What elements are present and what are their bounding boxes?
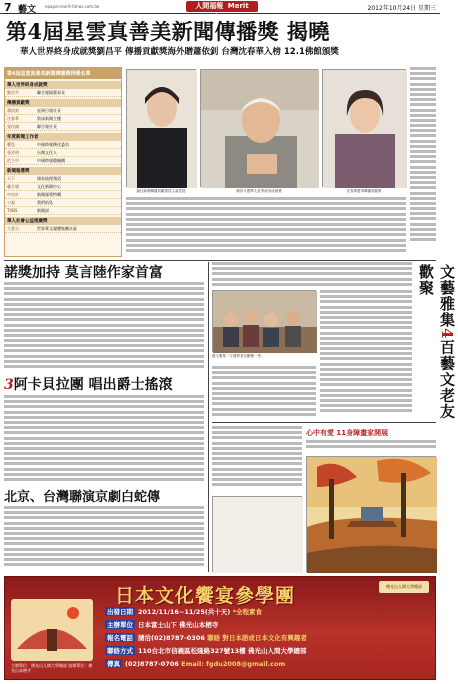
ad-row-label: 報名電話 bbox=[107, 634, 133, 642]
story6-photo-placeholder bbox=[212, 496, 302, 572]
photo-gathering bbox=[212, 290, 316, 352]
story2-text bbox=[4, 282, 204, 372]
winners-category-heading: 年度新聞工作者 bbox=[5, 133, 121, 141]
photo-caption-1: 最佳新聞傳播貢獻獎得主蕭依釗 bbox=[136, 189, 186, 193]
winner-row bbox=[5, 207, 121, 215]
winner-name: 公視 bbox=[7, 200, 15, 205]
main-headline: 第4屆星雲真善美新聞傳播獎 揭曉 bbox=[6, 19, 330, 44]
winner-name: 聯合報 bbox=[7, 184, 19, 189]
story6-text-right bbox=[306, 440, 436, 454]
story5-photo-caption: 藝文雅集「文藝界老友歡聚一堂」 bbox=[212, 354, 265, 358]
story3-text bbox=[4, 395, 204, 485]
ad-row-text: 2012/11/16~11/25(共十天) bbox=[138, 608, 231, 616]
winner-row bbox=[5, 191, 121, 199]
advertisement-banner[interactable] bbox=[4, 576, 436, 680]
masthead-url: epaper.merit-times.com.tw bbox=[45, 4, 100, 9]
winner-name: 張作錦 bbox=[7, 124, 19, 129]
winner-name: 范立中 bbox=[7, 158, 19, 163]
newspaper-logo bbox=[186, 1, 258, 21]
photo-caption-3: 沈春華獲得傳播貢獻獎 bbox=[346, 189, 382, 193]
winner-name: 天下 bbox=[7, 176, 15, 181]
story2-headline: 諾獎加持 莫言陸作家首富 bbox=[4, 265, 163, 281]
winner-affiliation: 國家地理頻道 bbox=[37, 176, 61, 181]
winner-row bbox=[5, 115, 121, 123]
ad-row-text: (02)8787-0706 bbox=[125, 660, 179, 668]
ad-row-highlight: Email: fgdu2008@gmail.com bbox=[181, 660, 286, 668]
ad-row-text: 請洽(02)8787-0306 bbox=[138, 634, 205, 642]
winner-affiliation: 我們的島 bbox=[37, 200, 53, 205]
winner-affiliation: 文化新聞中心 bbox=[37, 184, 61, 189]
story5-headline-a: 文藝雅集 bbox=[438, 264, 456, 328]
photo-portrait-anchor bbox=[322, 69, 406, 187]
winner-affiliation: 台灣文化人 bbox=[37, 150, 57, 155]
story6-text bbox=[212, 426, 302, 492]
ad-row-phone bbox=[105, 633, 307, 642]
story5-headline-b: 百藝文老友歡聚 bbox=[417, 264, 456, 420]
winner-row bbox=[5, 183, 121, 191]
winner-row bbox=[5, 175, 121, 183]
winner-name: 劉昌平 bbox=[7, 90, 19, 95]
ad-row-label: 聯絡方式 bbox=[107, 647, 133, 655]
painting-autumn-landscape bbox=[306, 456, 436, 572]
story3-headline bbox=[4, 374, 173, 394]
logo-english: Merit Times bbox=[210, 2, 249, 21]
ad-title: 日本文化饗宴參學團 bbox=[115, 585, 296, 607]
winner-row bbox=[5, 199, 121, 207]
winner-affiliation: 世界華文媒體集團社區 bbox=[37, 226, 77, 231]
story5-vertical-headline bbox=[416, 264, 458, 424]
section-name: 藝文 bbox=[18, 5, 37, 15]
winner-row bbox=[5, 225, 121, 233]
divider bbox=[212, 422, 436, 423]
ad-row-text: 110台北市信義區松隆路327號13樓 佛光山人間大學總部 bbox=[138, 647, 307, 655]
photo-portrait-woman bbox=[126, 69, 196, 187]
winner-affiliation: 資深新聞主播 bbox=[37, 116, 61, 121]
photo-elderly-man bbox=[200, 69, 318, 187]
winner-row bbox=[5, 89, 121, 97]
winner-name: 張芳明 bbox=[7, 150, 19, 155]
column-divider bbox=[208, 262, 209, 572]
winner-affiliation: 新聞部 bbox=[37, 208, 49, 213]
ad-row-fax bbox=[105, 659, 285, 668]
ad-row-text: 日本富士山下 佛光山本栖寺 bbox=[138, 621, 219, 629]
ad-row-dates bbox=[105, 607, 262, 616]
winner-row bbox=[5, 123, 121, 131]
story4-headline: 北京、台灣聯演京劇白蛇傳 bbox=[4, 490, 161, 505]
ad-row-highlight: *全程素食 bbox=[232, 608, 262, 616]
ad-row-highlight: 聯絡 對日本語或日本文化有興趣者 bbox=[207, 634, 307, 642]
winner-name: 蕭依釗 bbox=[7, 108, 19, 113]
winner-name: 中央社 bbox=[7, 192, 19, 197]
ad-row-organizer bbox=[105, 620, 218, 629]
story5-text-right bbox=[320, 290, 412, 420]
winner-name: 沈春華 bbox=[7, 116, 19, 121]
ad-row-label: 出發日期 bbox=[107, 608, 133, 616]
divider bbox=[4, 260, 436, 261]
story4-text bbox=[4, 506, 204, 572]
story5-headline-number: 4 bbox=[438, 328, 456, 340]
ad-organization-badge: 佛光山人間大學總部 bbox=[379, 581, 429, 593]
page-number: 7 bbox=[4, 1, 12, 14]
story3-title: 阿卡貝拉團 唱出爵士搖滾 bbox=[13, 377, 173, 393]
story3-number: 3 bbox=[4, 377, 14, 393]
winners-category-heading: 華人社會公益推廣獎 bbox=[5, 217, 121, 225]
winners-category-heading: 傳播貢獻獎 bbox=[5, 99, 121, 107]
ad-sponsors: 主辦單位：佛光山人間大學總部 協辦單位：佛光山本栖寺 bbox=[11, 663, 93, 673]
winner-row bbox=[5, 149, 121, 157]
winners-list-body bbox=[5, 81, 121, 233]
issue-date: 2012年10月24日 星期三 bbox=[367, 5, 436, 12]
winner-affiliation: 新聞報導特輯 bbox=[37, 192, 61, 197]
winners-category-heading: 華人世界終身成就獎 bbox=[5, 81, 121, 89]
logo-chinese: 人間福報 bbox=[195, 2, 224, 10]
lead-story-text bbox=[126, 197, 406, 255]
winner-row bbox=[5, 141, 121, 149]
winner-name: 寶島 bbox=[7, 142, 15, 147]
lead-story-text-right bbox=[410, 67, 436, 257]
winner-affiliation: 中國時報總編輯 bbox=[37, 158, 65, 163]
winners-category-heading: 新聞報導獎 bbox=[5, 167, 121, 175]
photo-caption-2: 劉昌平獲華人世界終身成就獎 bbox=[236, 189, 282, 193]
winner-affiliation: 星洲日報社長 bbox=[37, 108, 61, 113]
ad-row-label: 主辦單位 bbox=[107, 621, 133, 629]
winners-list-box bbox=[4, 67, 122, 257]
main-subheadline: 華人世界終身成就獎劉昌平 傳播貢獻獎海外贈蕭依釗 台灣沈春華入榜 12.1佛館頒獎 bbox=[20, 47, 339, 57]
winner-row bbox=[5, 157, 121, 165]
winner-affiliation: 聯合報副董事長 bbox=[37, 90, 65, 95]
story6-headline: 心中有愛 11身障畫家開展 bbox=[306, 429, 389, 437]
ad-row-label: 傳真 bbox=[107, 660, 120, 668]
masthead bbox=[0, 0, 440, 21]
ad-row-address bbox=[105, 646, 306, 655]
story5-text-top bbox=[212, 262, 412, 288]
winner-affiliation: 聯合報社長 bbox=[37, 124, 57, 129]
winner-name: TVBS bbox=[7, 208, 18, 213]
winner-name: 大愛台 bbox=[7, 226, 19, 231]
winner-affiliation: 中國時報撰述委員 bbox=[37, 142, 69, 147]
winners-list-title: 第4屆星雲真善美新聞傳播獎得獎名單 bbox=[5, 68, 121, 79]
story5-text-bottom bbox=[212, 366, 316, 420]
winner-row bbox=[5, 107, 121, 115]
